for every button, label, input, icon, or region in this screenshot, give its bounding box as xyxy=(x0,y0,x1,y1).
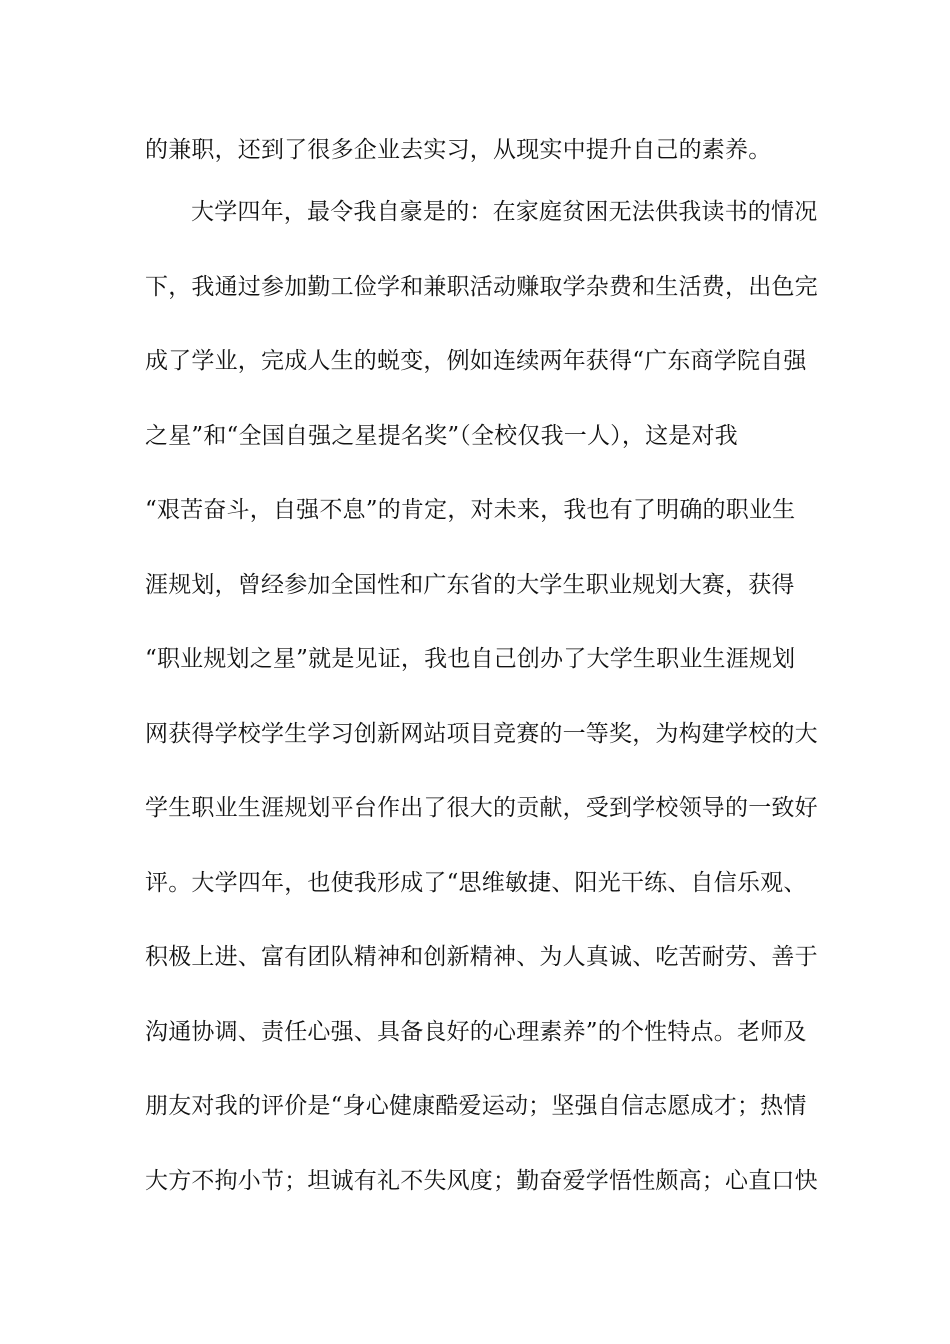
text-line: 朋友对我的评价是“身心健康酷爱运动；坚强自信志愿成才；热情 xyxy=(145,1093,807,1119)
text-line: 积极上进、富有团队精神和创新精神、为人真诚、吃苦耐劳、善于 xyxy=(145,944,818,970)
text-line: 学生职业生涯规划平台作出了很大的贡献，受到学校领导的一致好 xyxy=(145,795,818,821)
text-line: 下，我通过参加勤工俭学和兼职活动赚取学杂费和生活费，出色完 xyxy=(145,273,818,300)
text-line: 成了学业，完成人生的蜕变，例如连续两年获得“广东商学院自强 xyxy=(145,348,807,374)
document-body xyxy=(145,127,818,1232)
text-line: 网获得学校学生学习创新网站项目竞赛的一等奖，为构建学校的大 xyxy=(145,720,818,747)
text-line: “职业规划之星”就是见证，我也自己创办了大学生职业生涯规划 xyxy=(145,646,796,672)
text-line: 之星”和“全国自强之星提名奖”（全校仅我一人），这是对我 xyxy=(145,422,738,449)
text-line: 大学四年，最令我自豪是的：在家庭贫困无法供我读书的情况 xyxy=(191,199,818,225)
text-line: 沟通协调、责任心强、具备良好的心理素养”的个性特点。老师及 xyxy=(145,1018,807,1045)
text-line: 评。大学四年，也使我形成了“思维敏捷、阳光干练、自信乐观、 xyxy=(145,869,807,896)
text-line: “艰苦奋斗，自强不息”的肯定，对未来，我也有了明确的职业生 xyxy=(145,497,796,523)
text-line: 大方不拘小节；坦诚有礼不失风度；勤奋爱学悟性颇高；心直口快 xyxy=(145,1167,818,1194)
text-line: 的兼职，还到了很多企业去实习，从现实中提升自己的素养。 xyxy=(145,137,772,163)
text-line: 涯规划，曾经参加全国性和广东省的大学生职业规划大赛，获得 xyxy=(145,571,795,598)
